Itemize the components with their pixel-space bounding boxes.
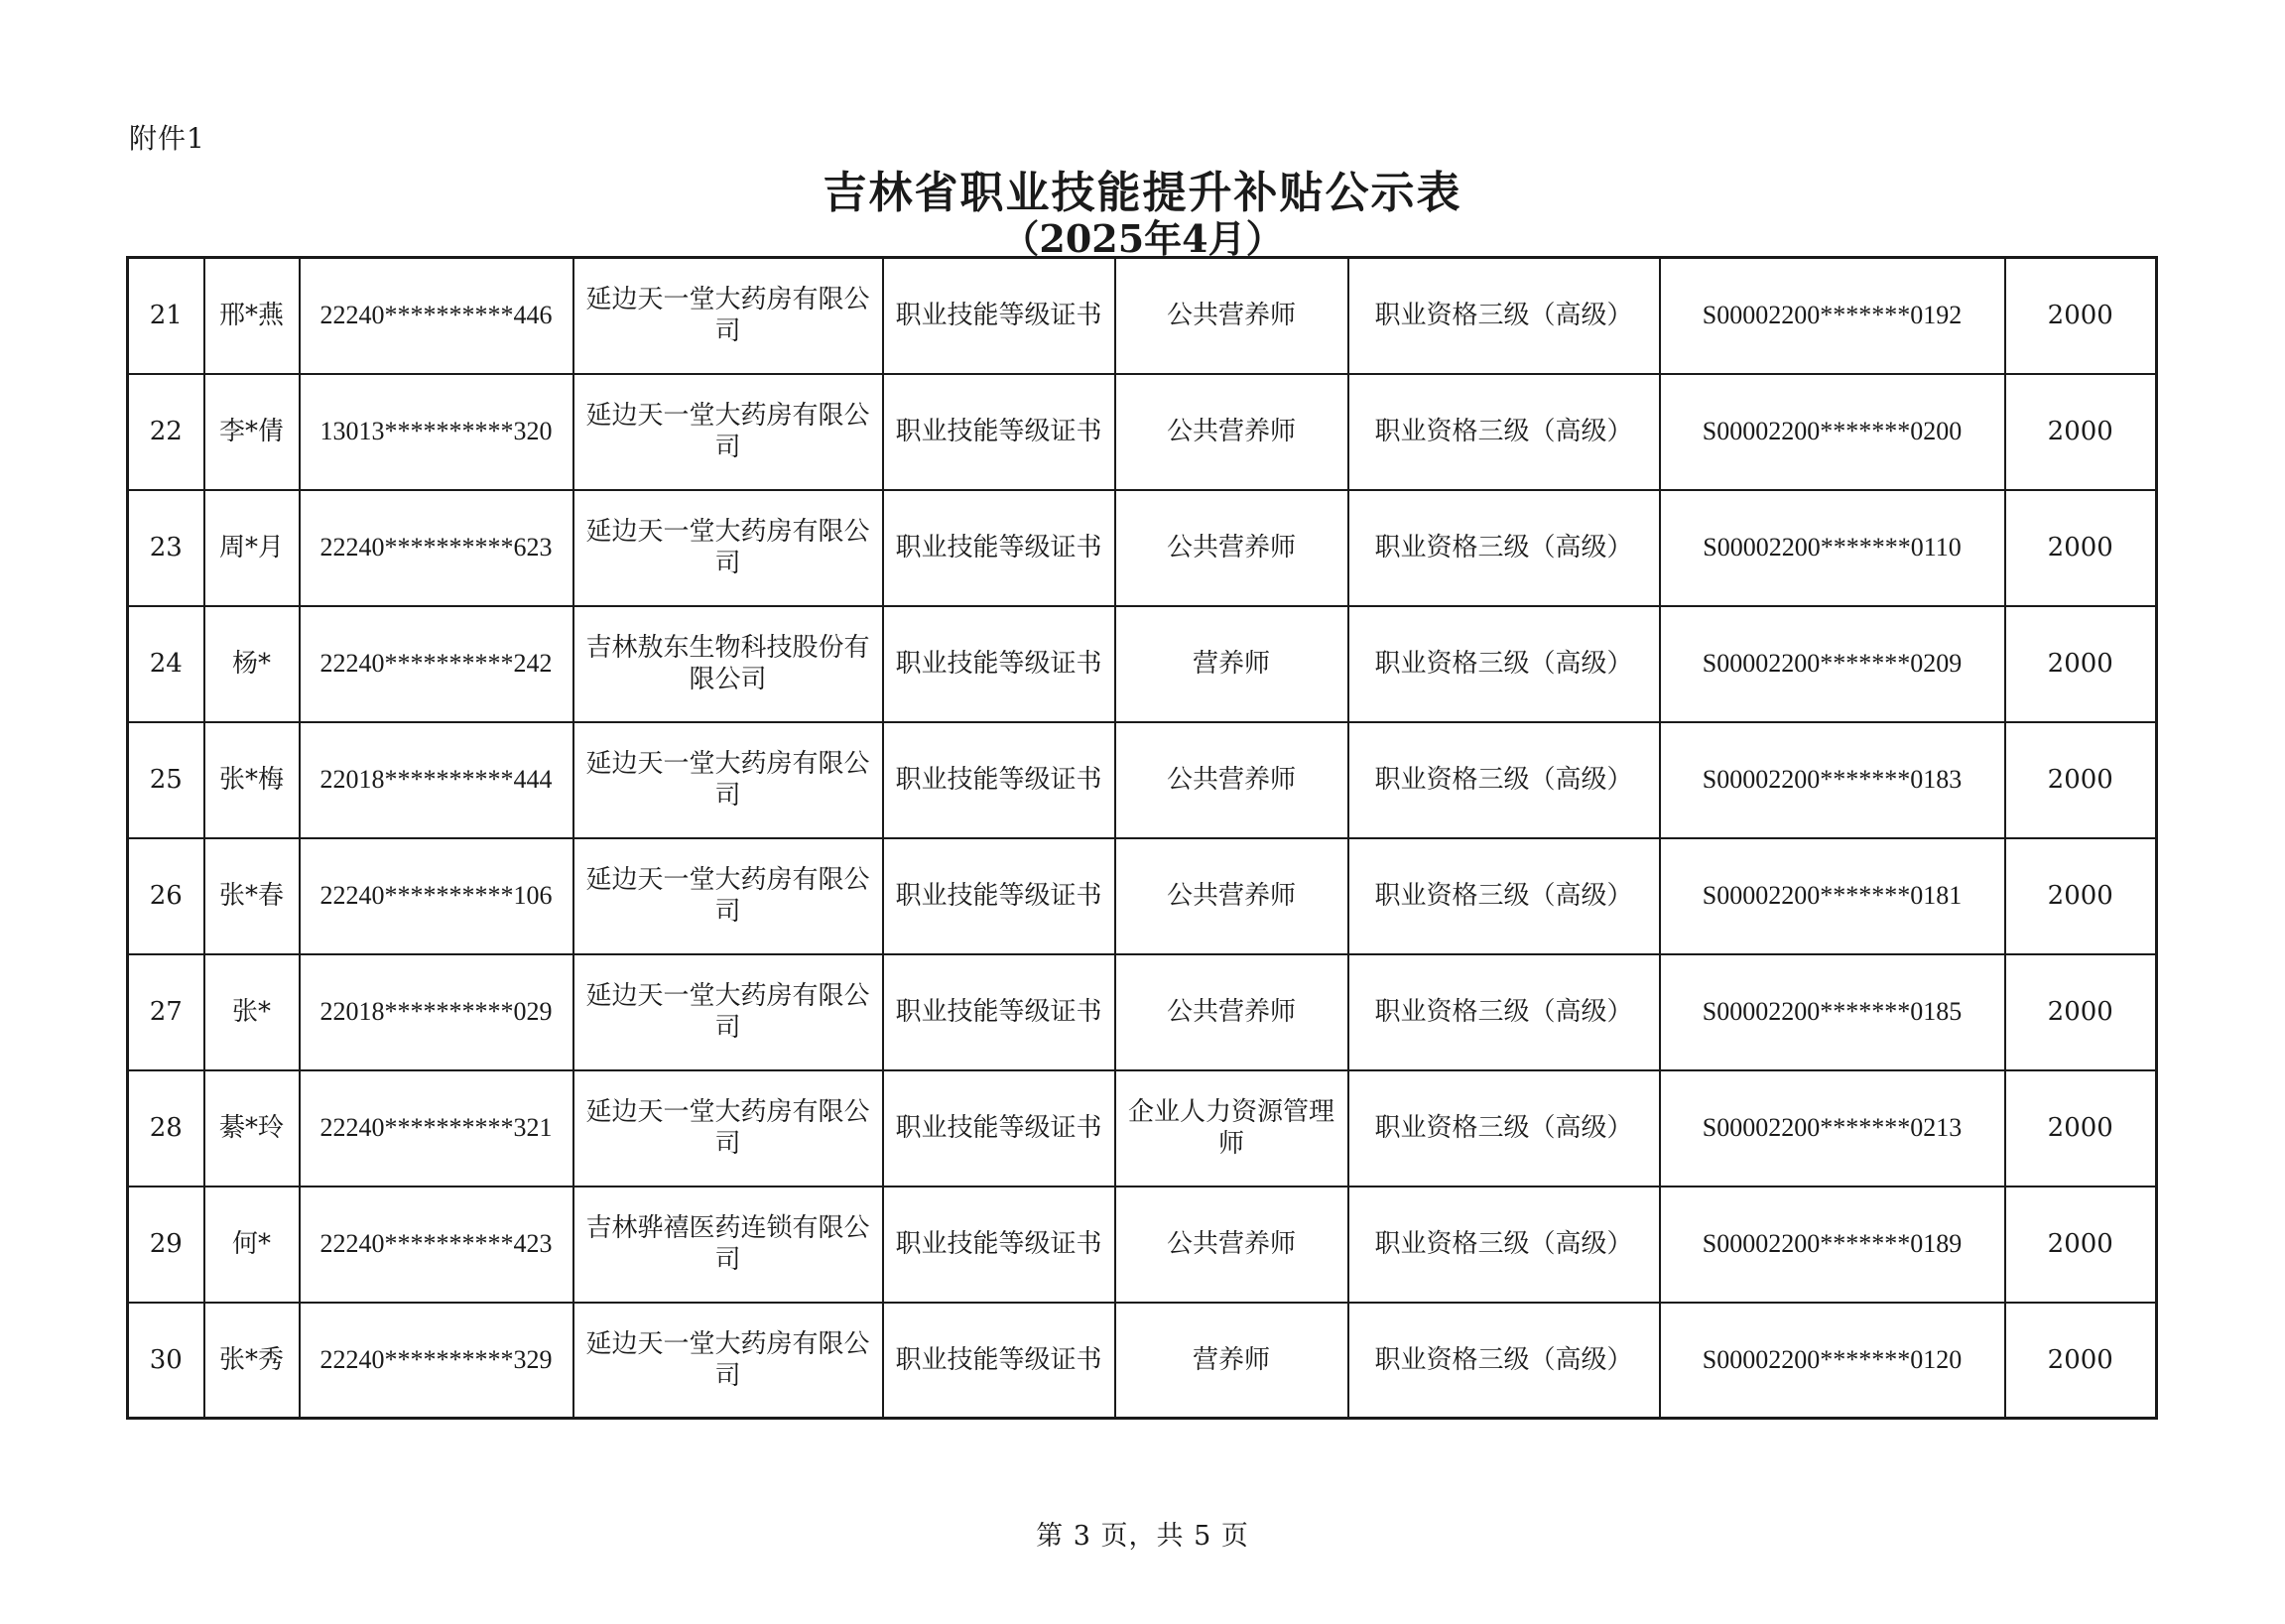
subsidy-amount: 2000: [2005, 838, 2157, 954]
row-number: 29: [128, 1187, 204, 1303]
qualification-level: 职业资格三级（高级）: [1348, 954, 1660, 1070]
certificate-number: S00002200*******0200: [1660, 374, 2005, 490]
id-number: 22240**********423: [300, 1187, 573, 1303]
subsidy-table: [126, 256, 2158, 1420]
certificate-type: 职业技能等级证书: [883, 1187, 1115, 1303]
id-number: 22240**********446: [300, 258, 573, 374]
company-name: 延边天一堂大药房有限公司: [573, 954, 883, 1070]
table-row: [128, 1070, 2157, 1187]
page-title: 吉林省职业技能提升补贴公示表: [823, 168, 1462, 218]
id-number: 22240**********242: [300, 606, 573, 722]
table-row: [128, 490, 2157, 606]
occupation: 企业人力资源管理师: [1115, 1070, 1348, 1187]
company-name: 延边天一堂大药房有限公司: [573, 1070, 883, 1187]
table-body: [128, 258, 2157, 1419]
subsidy-amount: 2000: [2005, 258, 2157, 374]
occupation: 公共营养师: [1115, 258, 1348, 374]
subsidy-amount: 2000: [2005, 1070, 2157, 1187]
company-name: 延边天一堂大药房有限公司: [573, 1303, 883, 1419]
certificate-type: 职业技能等级证书: [883, 1070, 1115, 1187]
qualification-level: 职业资格三级（高级）: [1348, 1303, 1660, 1419]
subsidy-amount: 2000: [2005, 1303, 2157, 1419]
row-number: 27: [128, 954, 204, 1070]
row-number: 26: [128, 838, 204, 954]
company-name: 延边天一堂大药房有限公司: [573, 258, 883, 374]
row-number: 24: [128, 606, 204, 722]
company-name: 吉林敖东生物科技股份有限公司: [573, 606, 883, 722]
occupation: 营养师: [1115, 606, 1348, 722]
id-number: 22240**********321: [300, 1070, 573, 1187]
certificate-type: 职业技能等级证书: [883, 1303, 1115, 1419]
occupation: 公共营养师: [1115, 490, 1348, 606]
person-name: 杨*: [204, 606, 300, 722]
qualification-level: 职业资格三级（高级）: [1348, 1187, 1660, 1303]
row-number: 22: [128, 374, 204, 490]
person-name: 张*春: [204, 838, 300, 954]
certificate-number: S00002200*******0185: [1660, 954, 2005, 1070]
company-name: 吉林骅禧医药连锁有限公司: [573, 1187, 883, 1303]
table-row: [128, 258, 2157, 374]
certificate-type: 职业技能等级证书: [883, 374, 1115, 490]
subsidy-amount: 2000: [2005, 1187, 2157, 1303]
person-name: 张*秀: [204, 1303, 300, 1419]
certificate-type: 职业技能等级证书: [883, 258, 1115, 374]
occupation: 公共营养师: [1115, 1187, 1348, 1303]
occupation: 公共营养师: [1115, 374, 1348, 490]
table-row: [128, 606, 2157, 722]
row-number: 28: [128, 1070, 204, 1187]
qualification-level: 职业资格三级（高级）: [1348, 374, 1660, 490]
table-row: [128, 374, 2157, 490]
certificate-number: S00002200*******0110: [1660, 490, 2005, 606]
person-name: 何*: [204, 1187, 300, 1303]
subsidy-amount: 2000: [2005, 722, 2157, 838]
table-row: [128, 722, 2157, 838]
person-name: 周*月: [204, 490, 300, 606]
certificate-type: 职业技能等级证书: [883, 838, 1115, 954]
occupation: 公共营养师: [1115, 954, 1348, 1070]
qualification-level: 职业资格三级（高级）: [1348, 606, 1660, 722]
certificate-number: S00002200*******0120: [1660, 1303, 2005, 1419]
company-name: 延边天一堂大药房有限公司: [573, 490, 883, 606]
subsidy-amount: 2000: [2005, 374, 2157, 490]
row-number: 30: [128, 1303, 204, 1419]
id-number: 22240**********623: [300, 490, 573, 606]
id-number: 13013**********320: [300, 374, 573, 490]
row-number: 21: [128, 258, 204, 374]
certificate-type: 职业技能等级证书: [883, 490, 1115, 606]
certificate-number: S00002200*******0183: [1660, 722, 2005, 838]
person-name: 张*: [204, 954, 300, 1070]
id-number: 22018**********444: [300, 722, 573, 838]
certificate-type: 职业技能等级证书: [883, 722, 1115, 838]
subsidy-amount: 2000: [2005, 954, 2157, 1070]
certificate-number: S00002200*******0189: [1660, 1187, 2005, 1303]
certificate-number: S00002200*******0192: [1660, 258, 2005, 374]
certificate-number: S00002200*******0209: [1660, 606, 2005, 722]
annex-label: 附件1: [129, 122, 205, 155]
page-subtitle: （2025年4月）: [1001, 216, 1284, 261]
id-number: 22240**********329: [300, 1303, 573, 1419]
occupation: 公共营养师: [1115, 838, 1348, 954]
id-number: 22240**********106: [300, 838, 573, 954]
table-row: [128, 1303, 2157, 1419]
qualification-level: 职业资格三级（高级）: [1348, 838, 1660, 954]
certificate-number: S00002200*******0181: [1660, 838, 2005, 954]
table-row: [128, 838, 2157, 954]
table-row: [128, 1187, 2157, 1303]
occupation: 营养师: [1115, 1303, 1348, 1419]
qualification-level: 职业资格三级（高级）: [1348, 490, 1660, 606]
person-name: 邢*燕: [204, 258, 300, 374]
occupation: 公共营养师: [1115, 722, 1348, 838]
person-name: 李*倩: [204, 374, 300, 490]
qualification-level: 职业资格三级（高级）: [1348, 722, 1660, 838]
certificate-type: 职业技能等级证书: [883, 954, 1115, 1070]
page-footer: 第 3 页，共 5 页: [1036, 1521, 1249, 1552]
person-name: 綦*玲: [204, 1070, 300, 1187]
company-name: 延边天一堂大药房有限公司: [573, 722, 883, 838]
row-number: 23: [128, 490, 204, 606]
row-number: 25: [128, 722, 204, 838]
subsidy-amount: 2000: [2005, 606, 2157, 722]
certificate-type: 职业技能等级证书: [883, 606, 1115, 722]
company-name: 延边天一堂大药房有限公司: [573, 838, 883, 954]
subsidy-amount: 2000: [2005, 490, 2157, 606]
table-row: [128, 954, 2157, 1070]
certificate-number: S00002200*******0213: [1660, 1070, 2005, 1187]
qualification-level: 职业资格三级（高级）: [1348, 1070, 1660, 1187]
company-name: 延边天一堂大药房有限公司: [573, 374, 883, 490]
id-number: 22018**********029: [300, 954, 573, 1070]
person-name: 张*梅: [204, 722, 300, 838]
qualification-level: 职业资格三级（高级）: [1348, 258, 1660, 374]
